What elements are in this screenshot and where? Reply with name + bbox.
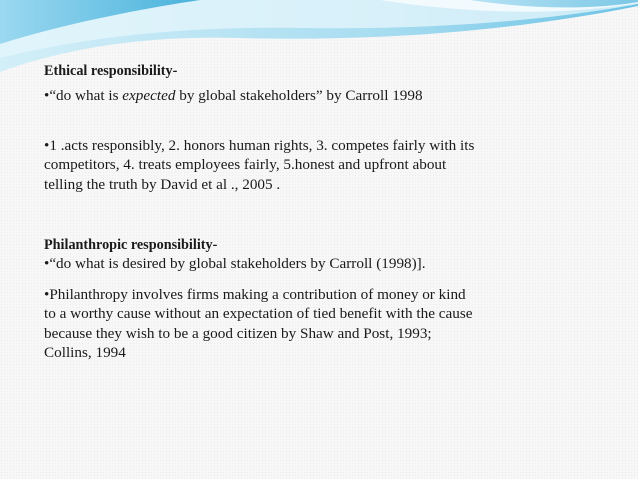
philanthropic-line-2: to a worthy cause without an expectation of tied benefit with the cause xyxy=(44,305,473,322)
philanthropic-line-4: Collins, 1994 xyxy=(44,344,126,361)
ethical-points-line-1: •1 .acts responsibly, 2. honors human rights, 3. competes fairly with its xyxy=(44,136,475,154)
ethical-quote xyxy=(44,86,604,106)
ethical-points-line-2: competitors, 4. treats employees fairly, 5.honest and upfront about xyxy=(44,156,447,173)
philanthropic-heading: Philanthropic responsibility- xyxy=(44,237,218,253)
philanthropic-quote: •“do what is desired by global stakeholders by Carroll (1998)]. xyxy=(44,255,426,272)
slide-body xyxy=(44,62,604,363)
ethical-points-line-3: telling the truth by David et al ., 2005 . xyxy=(44,175,281,193)
ethical-quote-emphasis: expected xyxy=(122,87,176,104)
philanthropic-line-1: •Philanthropy involves firms making a contribution of money or kind xyxy=(44,285,466,303)
ethical-quote-suffix: by global stakeholders” by Carroll 1998 xyxy=(175,87,423,104)
ethical-quote-prefix: •“do what is xyxy=(44,87,123,104)
ethical-heading: Ethical responsibility- xyxy=(44,63,178,79)
philanthropic-line-3: because they wish to be a good citizen by Shaw and Post, 1993; xyxy=(44,324,432,342)
